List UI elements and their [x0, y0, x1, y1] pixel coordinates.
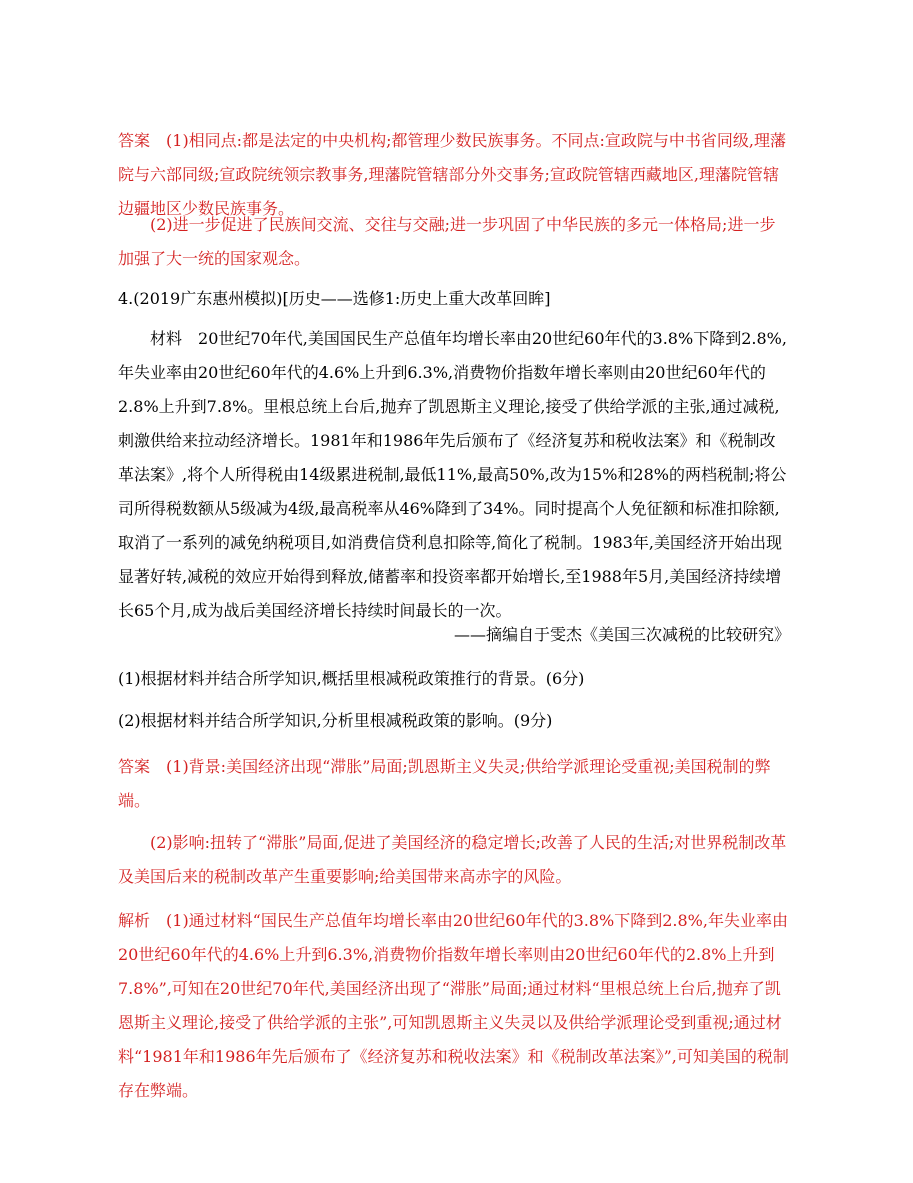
answer-2-part-1 — [118, 750, 790, 818]
answer-1-part-2: (2)进一步促进了民族间交流、交往与交融;进一步巩固了中华民族的多元一体格局;进一步加强了大一统的国家观念。 — [118, 215, 776, 268]
sub-question-1: (1)根据材料并结合所学知识,概括里根减税政策推行的背景。(6分) — [118, 669, 585, 688]
material-source: ——摘编自于雯杰《美国三次减税的比较研究》 — [453, 625, 790, 644]
answer-text: (1)背景:美国经济出现“滞胀”局面;凯恩斯主义失灵;供给学派理论受重视;美国税制的弊端。 — [118, 757, 771, 810]
question-header: 4.(2019广东惠州模拟)[历史——选修1:历史上重大改革回眸] — [118, 289, 551, 308]
material-paragraph — [118, 322, 790, 628]
material-label: 材料 — [150, 329, 183, 348]
analysis-label: 解析 — [118, 911, 151, 930]
answer-2-part-2: (2)影响:扭转了“滞胀”局面,促进了美国经济的稳定增长;改善了人民的生活;对世界税制改革及美国后来的税制改革产生重要影响;给美国带来高赤字的风险。 — [118, 833, 787, 886]
material-text: 20世纪70年代,美国国民生产总值年均增长率由20世纪60年代的3.8%下降到2.8%,年失业率由20世纪60年代的4.6%上升到6.3%,消费物价指数年增长率则由20世纪60年代的2.8%上升到7.8%。里根总统上台后,抛弃了凯恩斯主义理论,接受了供给学派的主张,通过减税,刺激供给来拉动经济增长。1981年和1986年先后颁布了《经济复苏和税收法案》和《税制改革法案》,将个人所得税由14级累进税制,最低11%,最高50%,改为15%和28%的两档税制;将公司所得税数额从5级减为4级,最高税率从46%降到了34%。同时提高个人免征额和标准扣除额,取消了一系列的减免纳税项目,如消费信贷利息扣除等,简化了税制。1983年,美国经济开始出现显著好转,减税的效应开始得到释放,储蓄率和投资率都开始增长,至1988年5月,美国经济持续增长65个月,成为战后美国经济增长持续时间最长的一次。 — [118, 329, 787, 620]
sub-question-2: (2)根据材料并结合所学知识,分析里根减税政策的影响。(9分) — [118, 711, 553, 730]
answer-label: 答案 — [118, 131, 151, 150]
analysis-paragraph — [118, 904, 790, 1108]
analysis-text: (1)通过材料“国民生产总值年均增长率由20世纪60年代的3.8%下降到2.8%,年失业率由20世纪60年代的4.6%上升到6.3%,消费物价指数年增长率则由20世纪60年代的2.8%上升到7.8%”,可知在20世纪70年代,美国经济出现了“滞胀”局面;通过材料“里根总统上台后,抛弃了凯恩斯主义理论,接受了供给学派的主张”,可知凯恩斯主义失灵以及供给学派理论受到重视;通过材料“1981年和1986年先后颁布了《经济复苏和税收法案》和《税制改革法案》”,可知美国的税制存在弊端。 — [118, 911, 789, 1100]
answer-text: (1)相同点:都是法定的中央机构;都管理少数民族事务。不同点:宣政院与中书省同级,理藩院与六部同级;宣政院统领宗教事务,理藩院管辖部分外交事务;宣政院管辖西藏地区,理藩院管辖边疆地区少数民族事务。 — [118, 131, 786, 218]
answer-label: 答案 — [118, 757, 151, 776]
